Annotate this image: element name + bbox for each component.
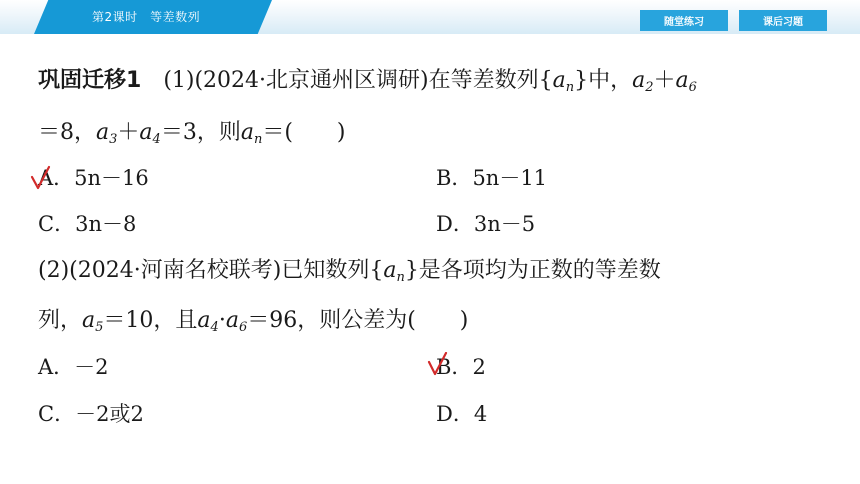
option-letter: B． [436,166,473,190]
problem1-option-a[interactable] [38,168,149,189]
option-text: 5n－11 [472,166,548,190]
option-text: 3n－8 [75,212,137,236]
problem1-text: ＝( ) [262,120,346,145]
problem2-option-c[interactable] [38,404,144,425]
problem1-text: }中， [574,68,633,93]
problem1-option-d[interactable] [436,214,535,235]
homework-button[interactable]: 课后习题 [739,10,827,31]
problem2-text: · [218,308,226,333]
problem1-line2: ＝8，$a_3+a_4=3$，则$a_n=$( ) [38,120,346,147]
option-text: 2 [472,355,486,379]
problem1-source: (1)(2024·北京通州区调研) [163,68,429,93]
option-text: 5n－16 [74,166,149,190]
problem2-text: ＝96，则公差为( ) [247,308,469,333]
option-letter: C． [38,402,76,426]
option-text: 3n－5 [473,212,536,236]
problem1-text: ＋ [653,68,676,93]
checkmark-icon [30,165,52,191]
problem1-text: ＋ [117,120,140,145]
option-letter: D． [436,402,474,426]
option-letter: D． [436,212,474,236]
lesson-title: 第2课时 等差数列 [92,10,201,24]
checkmark-icon [427,352,449,378]
problem1-option-b[interactable] [436,168,547,189]
problem2-line2: 列，$a_5=10$，且$a_4\cdot a_6=96$，则公差为( ) [38,308,469,335]
option-text: －2 [74,355,109,379]
option-letter: A． [38,355,75,379]
problem1-text: ＝3，则 [160,120,241,145]
problem1-option-c[interactable] [38,214,136,235]
problem1-text: ＝8， [38,120,96,145]
option-letter: A． [38,166,75,190]
problem2-source: (2)(2024·河南名校联考) [38,258,282,283]
problem2-line1: (2)(2024·河南名校联考)已知数列$\{a_n\}$是各项均为正数的等差数 [38,258,661,285]
practice-button[interactable]: 随堂练习 [640,10,728,31]
problem2-text: }是各项均为正数的等差数 [404,258,661,283]
option-letter: B． [436,355,473,379]
problem2-option-a[interactable] [38,357,109,378]
problem2-text: 已知数列{ [281,258,384,283]
option-text: 4 [473,402,488,426]
option-text: －2或2 [75,402,144,426]
problem2-text: 列， [38,308,83,333]
problem2-option-d[interactable] [436,404,487,425]
problem-heading: 巩固迁移1 [38,68,142,93]
problem2-text: ＝10，且 [103,308,198,333]
problem1-text: 在等差数列{ [428,68,553,93]
problem1-line1: 巩固迁移1 (1)(2024·北京通州区调研)在等差数列$\{a_n\}$中，$a_2+a_6$ [38,68,697,95]
option-letter: C． [38,212,76,236]
